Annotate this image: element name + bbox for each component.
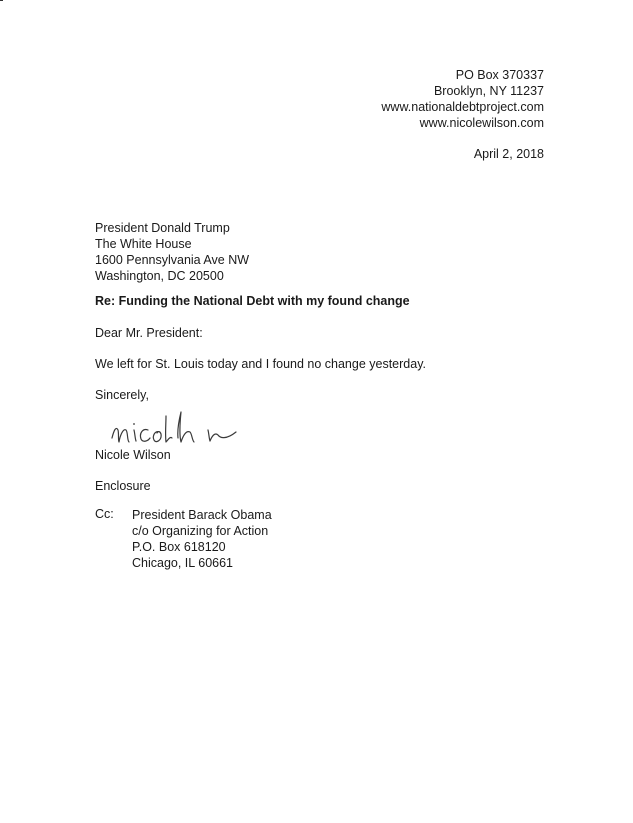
letter-body: We left for St. Louis today and I found no change yesterday.	[95, 357, 426, 371]
salutation: Dear Mr. President:	[95, 326, 203, 340]
recipient-name: President Donald Trump	[95, 221, 230, 235]
closing: Sincerely,	[95, 388, 149, 402]
cc-address	[132, 507, 272, 571]
cc-line: President Barack Obama	[132, 508, 272, 522]
cc-line: c/o Organizing for Action	[132, 524, 269, 538]
subject-line: Re: Funding the National Debt with my found change	[95, 294, 410, 308]
cc-line: Chicago, IL 60661	[132, 556, 234, 570]
letter-date: April 2, 2018	[473, 147, 544, 161]
sender-po-box: PO Box 370337	[455, 68, 544, 82]
enclosure-note: Enclosure	[95, 479, 151, 493]
recipient-street: 1600 Pennsylvania Ave NW	[95, 253, 250, 267]
sender-website-2: www.nicolewilson.com	[419, 116, 544, 130]
corner-scan-mark	[0, 0, 3, 1]
recipient-address	[95, 220, 249, 284]
signer-name: Nicole Wilson	[95, 448, 171, 462]
cc-label: Cc:	[95, 507, 114, 521]
sender-city: Brooklyn, NY 11237	[433, 84, 544, 98]
sender-address	[381, 67, 544, 131]
recipient-city: Washington, DC 20500	[95, 269, 224, 283]
recipient-org: The White House	[95, 237, 192, 251]
sender-website-1: www.nationaldebtproject.com	[381, 100, 544, 114]
handwritten-signature	[108, 400, 248, 450]
cc-line: P.O. Box 618120	[132, 540, 226, 554]
